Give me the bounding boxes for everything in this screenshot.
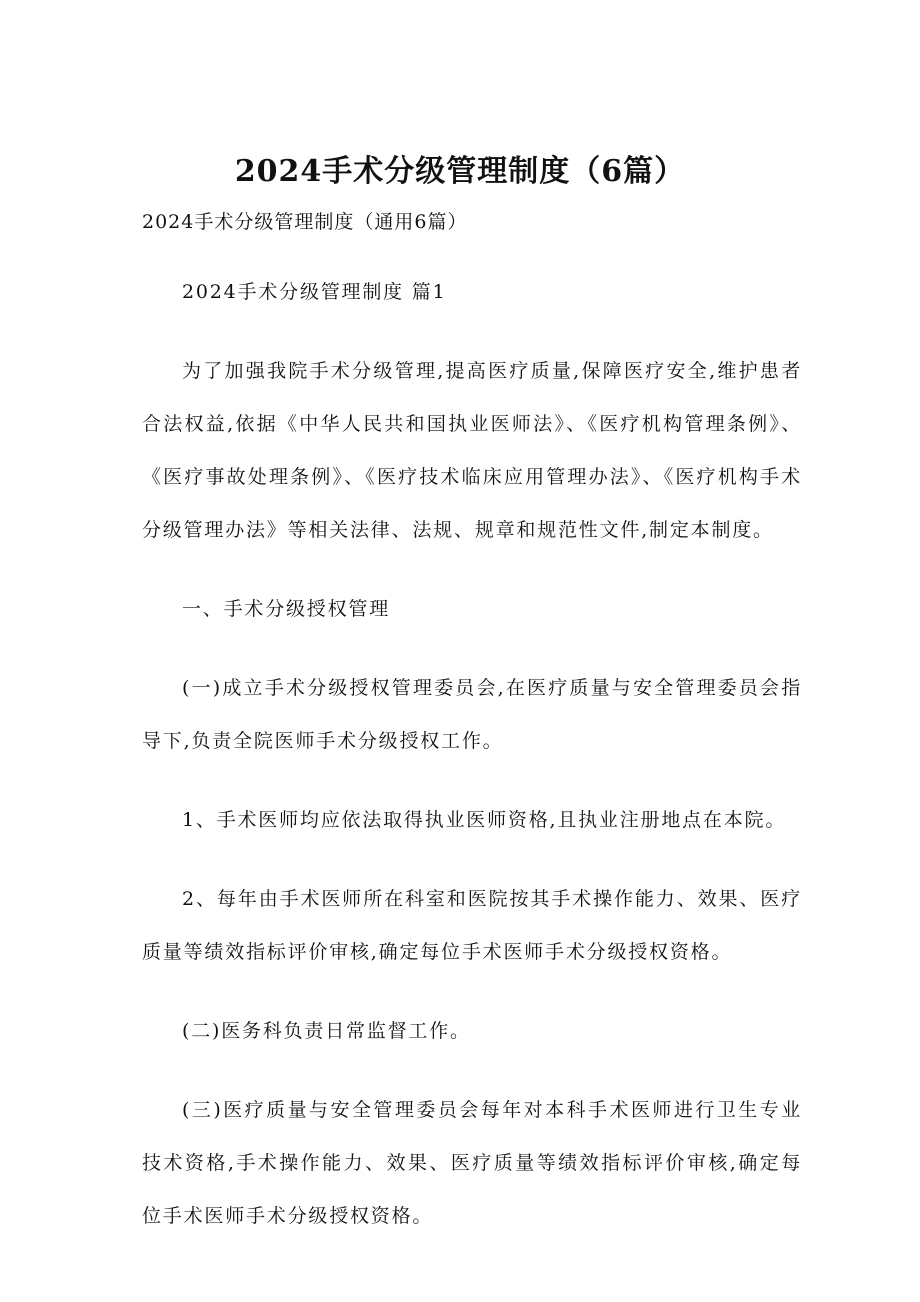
paragraph-item-3: (三)医疗质量与安全管理委员会每年对本科手术医师进行卫生专业技术资格,手术操作能力、效果、医疗质量等绩效指标评价审核,确定每位手术医师手术分级授权资格。 — [142, 1099, 802, 1227]
section-heading-authorization: 一、手术分级授权管理 — [182, 598, 391, 620]
paragraph-purpose: 为了加强我院手术分级管理,提高医疗质量,保障医疗安全,维护患者合法权益,依据《中华人民共和国执业医师法》、《医疗机构管理条例》、《医疗事故处理条例》、《医疗技术临床应用管理办法》、《医疗机构手术分级管理办法》等相关法律、法规、规章和规范性文件,制定本制度。 — [142, 360, 802, 541]
paragraph-item-1: (一)成立手术分级授权管理委员会,在医疗质量与安全管理委员会指导下,负责全院医师手术分级授权工作。 — [142, 677, 802, 752]
document-title: 2024手术分级管理制度（6篇） — [234, 154, 686, 189]
paragraph-item-1-2: 2、每年由手术医师所在科室和医院按其手术操作能力、效果、医疗质量等绩效指标评价审核,确定每位手术医师手术分级授权资格。 — [142, 888, 802, 963]
document-subtitle: 2024手术分级管理制度（通用6篇） — [142, 211, 468, 233]
section-heading-part1: 2024手术分级管理制度 篇1 — [182, 281, 447, 303]
paragraph-item-2: (二)医务科负责日常监督工作。 — [182, 1020, 471, 1042]
document-body — [142, 266, 802, 1269]
paragraph-item-1-1: 1、手术医师均应依法取得执业医师资格,且执业注册地点在本院。 — [182, 809, 787, 831]
